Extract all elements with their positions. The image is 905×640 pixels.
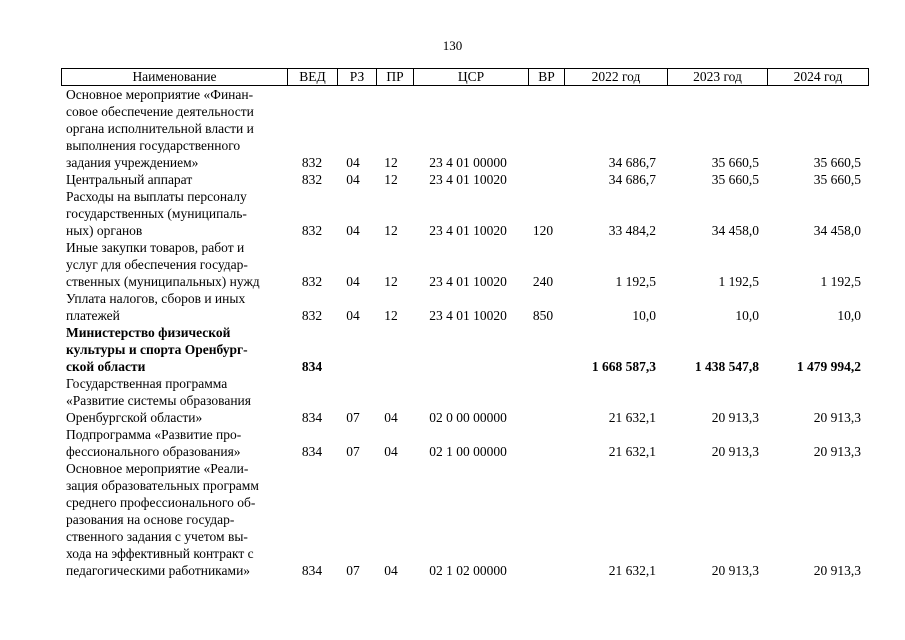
pr-cell: 12 — [384, 172, 398, 187]
header-pr: ПР — [376, 69, 413, 85]
ved-cell: 834 — [301, 410, 323, 425]
value-2023-cell: 20 913,3 — [711, 563, 759, 578]
pr-cell: 12 — [384, 223, 398, 238]
csr-cell: 23 4 01 10020 — [429, 308, 507, 323]
row-name-line: Государственная программа — [66, 376, 228, 391]
csr-cell: 23 4 01 00000 — [429, 155, 507, 170]
pr-cell: 04 — [384, 563, 398, 578]
value-2022-cell: 34 686,7 — [608, 172, 656, 187]
value-2024-cell: 10,0 — [837, 308, 861, 323]
value-2024-cell: 20 913,3 — [813, 444, 861, 459]
csr-cell: 23 4 01 10020 — [429, 274, 507, 289]
row-name-line: государственных (муниципаль- — [66, 206, 247, 221]
csr-cell: 23 4 01 10020 — [429, 223, 507, 238]
page-number: 130 — [442, 38, 463, 53]
row-name-line: ственного задания с учетом вы- — [66, 529, 248, 544]
rz-cell: 04 — [346, 223, 360, 238]
row-name-line: фессионального образования» — [66, 444, 241, 459]
rz-cell: 04 — [346, 308, 360, 323]
value-2022-cell: 10,0 — [632, 308, 656, 323]
row-name-line: хода на эффективный контракт с — [66, 546, 254, 561]
value-2022-cell: 21 632,1 — [608, 444, 656, 459]
rz-cell: 07 — [346, 444, 360, 459]
row-name-line: Министерство физической — [66, 325, 231, 340]
rz-cell: 04 — [346, 172, 360, 187]
rz-cell: 07 — [346, 563, 360, 578]
csr-cell: 23 4 01 10020 — [429, 172, 507, 187]
value-2023-cell: 35 660,5 — [711, 155, 759, 170]
value-2023-cell: 1 192,5 — [718, 274, 759, 289]
row-name-line: ской области — [66, 359, 146, 374]
value-2023-cell: 10,0 — [735, 308, 759, 323]
value-2022-cell: 1 192,5 — [615, 274, 656, 289]
value-2022-cell: 21 632,1 — [608, 563, 656, 578]
ved-cell: 832 — [301, 308, 323, 323]
value-2024-cell: 20 913,3 — [813, 563, 861, 578]
row-name-line: услуг для обеспечения государ- — [66, 257, 248, 272]
row-name-line: Центральный аппарат — [66, 172, 193, 187]
header-name: Наименование — [132, 69, 217, 84]
row-name-line: совое обеспечение деятельности — [66, 104, 254, 119]
header-rz: РЗ — [337, 69, 376, 85]
vr-cell: 120 — [532, 223, 554, 238]
row-name-line: Оренбургской области» — [66, 410, 203, 425]
row-name-line: культуры и спорта Оренбург- — [66, 342, 248, 357]
row-name-line: выполнения государственного — [66, 138, 241, 153]
csr-cell: 02 1 02 00000 — [429, 563, 507, 578]
value-2023-cell: 35 660,5 — [711, 172, 759, 187]
ved-cell: 834 — [301, 563, 323, 578]
row-name-line: ных) органов — [66, 223, 143, 238]
csr-cell: 02 0 00 00000 — [429, 410, 507, 425]
pr-cell: 12 — [384, 308, 398, 323]
row-name-line: платежей — [66, 308, 120, 323]
row-name-line: «Развитие системы образования — [66, 393, 251, 408]
value-2023-cell: 34 458,0 — [711, 223, 759, 238]
row-name-line: Иные закупки товаров, работ и — [66, 240, 245, 255]
value-2024-cell: 20 913,3 — [813, 410, 861, 425]
rz-cell: 04 — [346, 155, 360, 170]
value-2023-cell: 20 913,3 — [711, 444, 759, 459]
value-2024-cell: 35 660,5 — [813, 172, 861, 187]
value-2024-cell: 34 458,0 — [813, 223, 861, 238]
value-2022-cell: 33 484,2 — [608, 223, 656, 238]
header-vr: ВР — [528, 69, 564, 85]
header-2023: 2023 год — [667, 69, 767, 85]
row-name-line: органа исполнительной власти и — [66, 121, 254, 136]
pr-cell: 04 — [384, 410, 398, 425]
row-name-line: педагогическими работниками» — [66, 563, 251, 578]
pr-cell: 12 — [384, 274, 398, 289]
ved-cell: 832 — [301, 172, 323, 187]
pr-cell: 04 — [384, 444, 398, 459]
header-2024: 2024 год — [767, 69, 868, 85]
value-2022-cell: 21 632,1 — [608, 410, 656, 425]
csr-cell: 02 1 00 00000 — [429, 444, 507, 459]
ved-cell: 832 — [301, 274, 323, 289]
row-name-line: Уплата налогов, сборов и иных — [66, 291, 246, 306]
value-2024-cell: 1 479 994,2 — [796, 359, 861, 374]
ved-cell: 832 — [301, 155, 323, 170]
value-2023-cell: 1 438 547,8 — [694, 359, 759, 374]
row-name-line: Подпрограмма «Развитие про- — [66, 427, 242, 442]
rz-cell: 07 — [346, 410, 360, 425]
value-2023-cell: 20 913,3 — [711, 410, 759, 425]
header-csr: ЦСР — [413, 69, 528, 85]
row-name-line: зация образовательных программ — [66, 478, 259, 493]
ved-cell: 834 — [301, 444, 323, 459]
header-2022: 2022 год — [564, 69, 667, 85]
row-name-line: Расходы на выплаты персоналу — [66, 189, 247, 204]
rz-cell: 04 — [346, 274, 360, 289]
value-2022-cell: 1 668 587,3 — [591, 359, 656, 374]
value-2024-cell: 35 660,5 — [813, 155, 861, 170]
vr-cell: 240 — [532, 274, 554, 289]
ved-cell: 834 — [301, 359, 323, 374]
row-name-line: задания учреждением» — [66, 155, 199, 170]
header-ved: ВЕД — [287, 69, 337, 85]
row-name-line: Основное мероприятие «Финан- — [66, 87, 254, 102]
row-name-line: среднего профессионального об- — [66, 495, 256, 510]
ved-cell: 832 — [301, 223, 323, 238]
value-2024-cell: 1 192,5 — [820, 274, 861, 289]
vr-cell: 850 — [532, 308, 554, 323]
value-2022-cell: 34 686,7 — [608, 155, 656, 170]
row-name-line: разования на основе государ- — [66, 512, 235, 527]
row-name-line: Основное мероприятие «Реали- — [66, 461, 249, 476]
table-header — [61, 68, 869, 86]
row-name-line: ственных (муниципальных) нужд — [66, 274, 260, 289]
pr-cell: 12 — [384, 155, 398, 170]
